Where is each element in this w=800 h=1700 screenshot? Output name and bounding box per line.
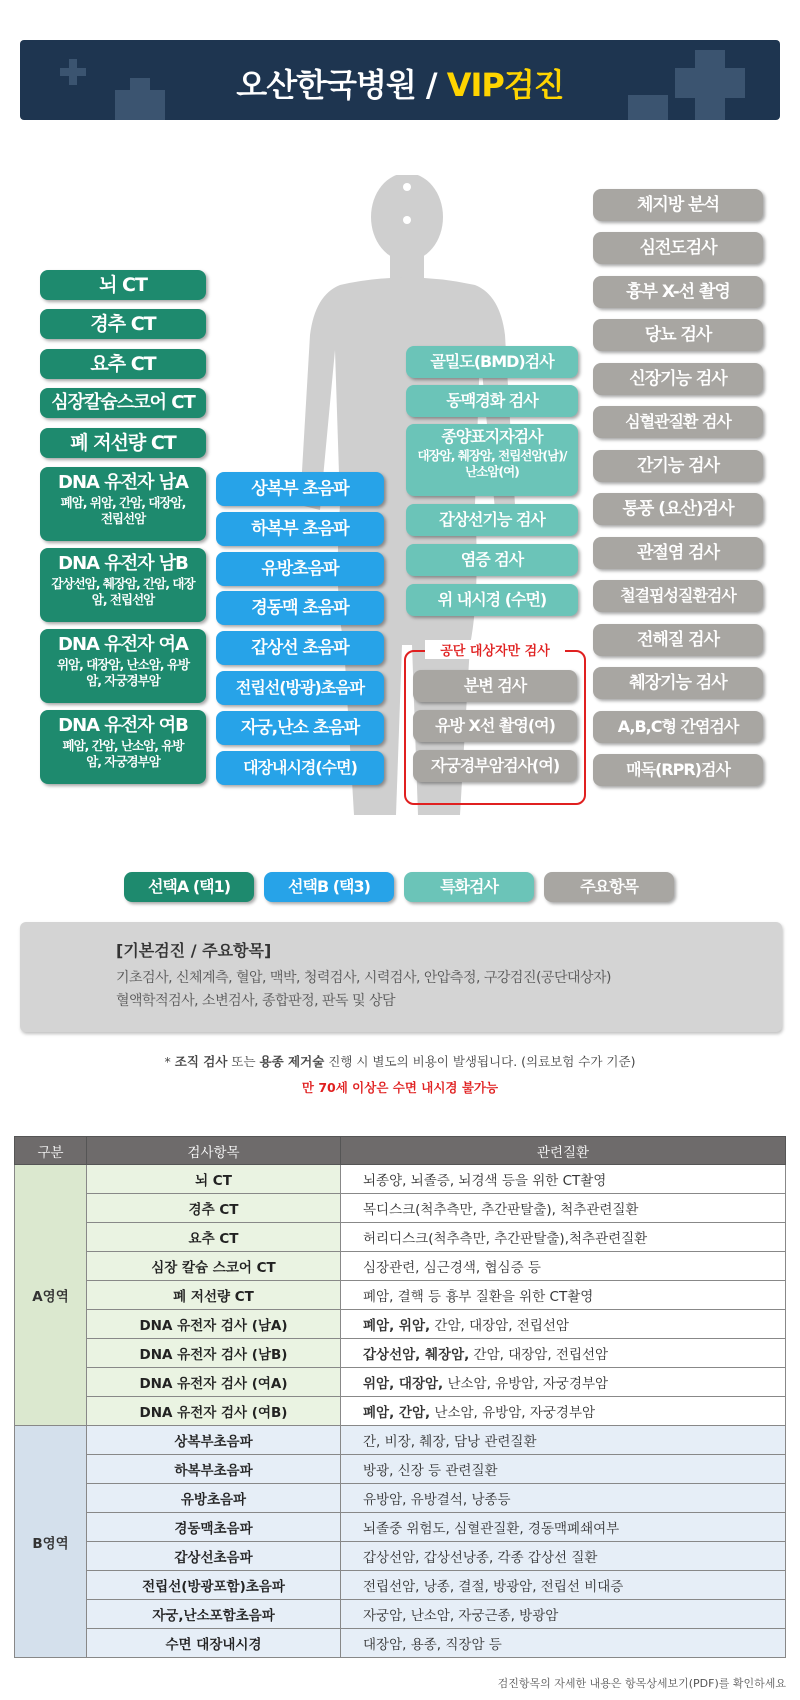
table-disease: 전립선암, 낭종, 결절, 방광암, 전립선 비대증 (341, 1571, 786, 1600)
cost-note: * 조직 검사 또는 용종 제거술 진행 시 별도의 비용이 발생됩니다. (의료보험 수가 기준) (164, 1054, 636, 1069)
basic-checkup-title: [기본검진 / 주요항목] (116, 941, 272, 960)
table-item: 요추 CT (87, 1223, 341, 1252)
option-b-colonoscopy[interactable]: 대장내시경(수면) (216, 751, 384, 785)
main-arthritis[interactable]: 관절염 검사 (593, 537, 763, 569)
table-row (15, 1455, 786, 1484)
table-item: DNA 유전자 검사 (남B) (87, 1339, 341, 1368)
gongdan-cervical-cancer[interactable]: 자궁경부암검사(여) (413, 750, 577, 782)
age-warning: 만 70세 이상은 수면 내시경 불가능 (301, 1080, 499, 1095)
table-item: 자궁,난소포함초음파 (87, 1600, 341, 1629)
main-hepatitis[interactable]: A,B,C형 간염검사 (593, 711, 763, 743)
table-disease: 갑상선암, 췌장암, 간암, 대장암, 전립선암 (341, 1339, 786, 1368)
exam-table (14, 1136, 786, 1658)
special-bmd[interactable]: 골밀도(BMD)검사 (406, 346, 578, 378)
legend-main: 주요항목 (544, 872, 674, 902)
table-disease: 갑상선암, 갑상선낭종, 각종 갑상선 질환 (341, 1542, 786, 1571)
option-a-dna-female-a[interactable]: DNA 유전자 여A 위암, 대장암, 난소암, 유방암, 자궁경부암 (40, 629, 206, 703)
table-row (15, 1397, 786, 1426)
basic-checkup-line2: 혈액학적검사, 소변검사, 종합판정, 판독 및 상담 (116, 993, 396, 1009)
table-row (15, 1252, 786, 1281)
table-item: 상복부초음파 (87, 1426, 341, 1455)
option-a-brain-ct[interactable]: 뇌 CT (40, 270, 206, 300)
table-row (15, 1165, 786, 1194)
table-row (15, 1368, 786, 1397)
main-diabetes[interactable]: 당뇨 검사 (593, 319, 763, 351)
option-b-prostate-us[interactable]: 전립선(방광)초음파 (216, 671, 384, 705)
table-item: 수면 대장내시경 (87, 1629, 341, 1658)
table-disease: 대장암, 용종, 직장암 등 (341, 1629, 786, 1658)
main-ecg[interactable]: 심전도검사 (593, 232, 763, 264)
main-syphilis[interactable]: 매독(RPR)검사 (593, 754, 763, 786)
main-cardiovascular[interactable]: 심혈관질환 검사 (593, 406, 763, 438)
main-iron-deficiency[interactable]: 철결핍성질환검사 (593, 580, 763, 612)
option-a-lumbar-ct[interactable]: 요추 CT (40, 349, 206, 379)
option-b-lower-abdomen-us[interactable]: 하복부 초음파 (216, 512, 384, 546)
table-row (15, 1281, 786, 1310)
special-thyroid-function[interactable]: 갑상선기능 검사 (406, 504, 578, 536)
option-a-lung-ct[interactable]: 폐 저선량 CT (40, 428, 206, 458)
col-header-area: 구분 (15, 1137, 87, 1165)
gongdan-group-title: 공단 대상자만 검사 (425, 640, 565, 659)
option-a-calcium-ct[interactable]: 심장칼슘스코어 CT (40, 388, 206, 418)
table-disease: 허리디스크(척추측만, 추간판탈출),척추관련질환 (341, 1223, 786, 1252)
table-disease: 목디스크(척추측만, 추간판탈출), 척추관련질환 (341, 1194, 786, 1223)
page-header (20, 40, 780, 120)
table-row (15, 1484, 786, 1513)
basic-checkup-line1: 기초검사, 신체계측, 혈압, 맥박, 청력검사, 시력검사, 안압측정, 구강검진(공단대상자) (116, 970, 612, 986)
table-item: 전립선(방광포함)초음파 (87, 1571, 341, 1600)
area-a-label: A영역 (15, 1165, 87, 1426)
option-b-breast-us[interactable]: 유방초음파 (216, 552, 384, 586)
table-item: 심장 칼슘 스코어 CT (87, 1252, 341, 1281)
table-row (15, 1310, 786, 1339)
table-item: 유방초음파 (87, 1484, 341, 1513)
table-row (15, 1629, 786, 1658)
legend-special: 특화검사 (404, 872, 534, 902)
table-row (15, 1600, 786, 1629)
page-title: 오산한국병원 / VIP검진 (236, 66, 564, 104)
option-a-dna-male-a[interactable]: DNA 유전자 남A 폐암, 위암, 간암, 대장암, 전립선암 (40, 467, 206, 541)
table-row (15, 1339, 786, 1368)
main-kidney[interactable]: 신장기능 검사 (593, 363, 763, 395)
table-disease: 심장관련, 심근경색, 협심증 등 (341, 1252, 786, 1281)
table-disease: 간, 비장, 췌장, 담낭 관련질환 (341, 1426, 786, 1455)
main-liver[interactable]: 간기능 검사 (593, 450, 763, 482)
main-pancreas[interactable]: 췌장기능 검사 (593, 667, 763, 699)
table-item: DNA 유전자 검사 (여B) (87, 1397, 341, 1426)
pdf-detail-note: 검진항목의 자세한 내용은 항목상세보기(PDF)를 확인하세요 (497, 1677, 786, 1690)
table-item: DNA 유전자 검사 (남A) (87, 1310, 341, 1339)
col-header-disease: 관련질환 (341, 1137, 786, 1165)
option-b-uterus-us[interactable]: 자궁,난소 초음파 (216, 711, 384, 745)
table-row (15, 1513, 786, 1542)
gongdan-mammography[interactable]: 유방 X선 촬영(여) (413, 710, 577, 742)
main-electrolyte[interactable]: 전해질 검사 (593, 624, 763, 656)
table-item: 경동맥초음파 (87, 1513, 341, 1542)
option-a-dna-female-b[interactable]: DNA 유전자 여B 폐암, 간암, 난소암, 유방암, 자궁경부암 (40, 710, 206, 784)
main-body-fat[interactable]: 체지방 분석 (593, 189, 763, 221)
table-disease: 폐암, 결핵 등 흉부 질환을 위한 CT촬영 (341, 1281, 786, 1310)
table-disease: 자궁암, 난소암, 자궁근종, 방광암 (341, 1600, 786, 1629)
option-a-cervical-ct[interactable]: 경추 CT (40, 309, 206, 339)
table-disease: 뇌졸중 위험도, 심혈관질환, 경동맥폐쇄여부 (341, 1513, 786, 1542)
table-item: 갑상선초음파 (87, 1542, 341, 1571)
table-disease: 폐암, 간암, 난소암, 유방암, 자궁경부암 (341, 1397, 786, 1426)
basic-checkup-box (20, 922, 782, 1032)
main-gout[interactable]: 통풍 (요산)검사 (593, 493, 763, 525)
area-b-label: B영역 (15, 1426, 87, 1658)
option-b-thyroid-us[interactable]: 갑상선 초음파 (216, 631, 384, 665)
table-item: 뇌 CT (87, 1165, 341, 1194)
special-tumor-marker[interactable]: 종양표지자검사 대장암, 췌장암, 전립선암(남)/난소암(여) (406, 424, 578, 496)
special-gastroscopy[interactable]: 위 내시경 (수면) (406, 584, 578, 616)
table-disease: 위암, 대장암, 난소암, 유방암, 자궁경부암 (341, 1368, 786, 1397)
option-b-upper-abdomen-us[interactable]: 상복부 초음파 (216, 472, 384, 506)
table-disease: 유방암, 유방결석, 낭종등 (341, 1484, 786, 1513)
notes (0, 1052, 800, 1096)
table-row (15, 1542, 786, 1571)
table-item: 경추 CT (87, 1194, 341, 1223)
table-row (15, 1571, 786, 1600)
option-b-carotid-us[interactable]: 경동맥 초음파 (216, 591, 384, 625)
table-item: DNA 유전자 검사 (여A) (87, 1368, 341, 1397)
special-arteriosclerosis[interactable]: 동맥경화 검사 (406, 385, 578, 417)
main-chest-xray[interactable]: 흉부 X-선 촬영 (593, 276, 763, 308)
col-header-item: 검사항목 (87, 1137, 341, 1165)
table-item: 하복부초음파 (87, 1455, 341, 1484)
legend-option-b: 선택B (택3) (264, 872, 394, 902)
gongdan-stool-test[interactable]: 분변 검사 (413, 670, 577, 702)
special-inflammation[interactable]: 염증 검사 (406, 544, 578, 576)
table-row (15, 1223, 786, 1252)
table-disease: 폐암, 위암, 간암, 대장암, 전립선암 (341, 1310, 786, 1339)
table-row (15, 1426, 786, 1455)
table-row (15, 1194, 786, 1223)
table-disease: 방광, 신장 등 관련질환 (341, 1455, 786, 1484)
option-a-dna-male-b[interactable]: DNA 유전자 남B 갑상선암, 췌장암, 간암, 대장암, 전립선암 (40, 548, 206, 622)
table-disease: 뇌종양, 뇌졸증, 뇌경색 등을 위한 CT촬영 (341, 1165, 786, 1194)
legend-option-a: 선택A (택1) (124, 872, 254, 902)
table-item: 폐 저선량 CT (87, 1281, 341, 1310)
